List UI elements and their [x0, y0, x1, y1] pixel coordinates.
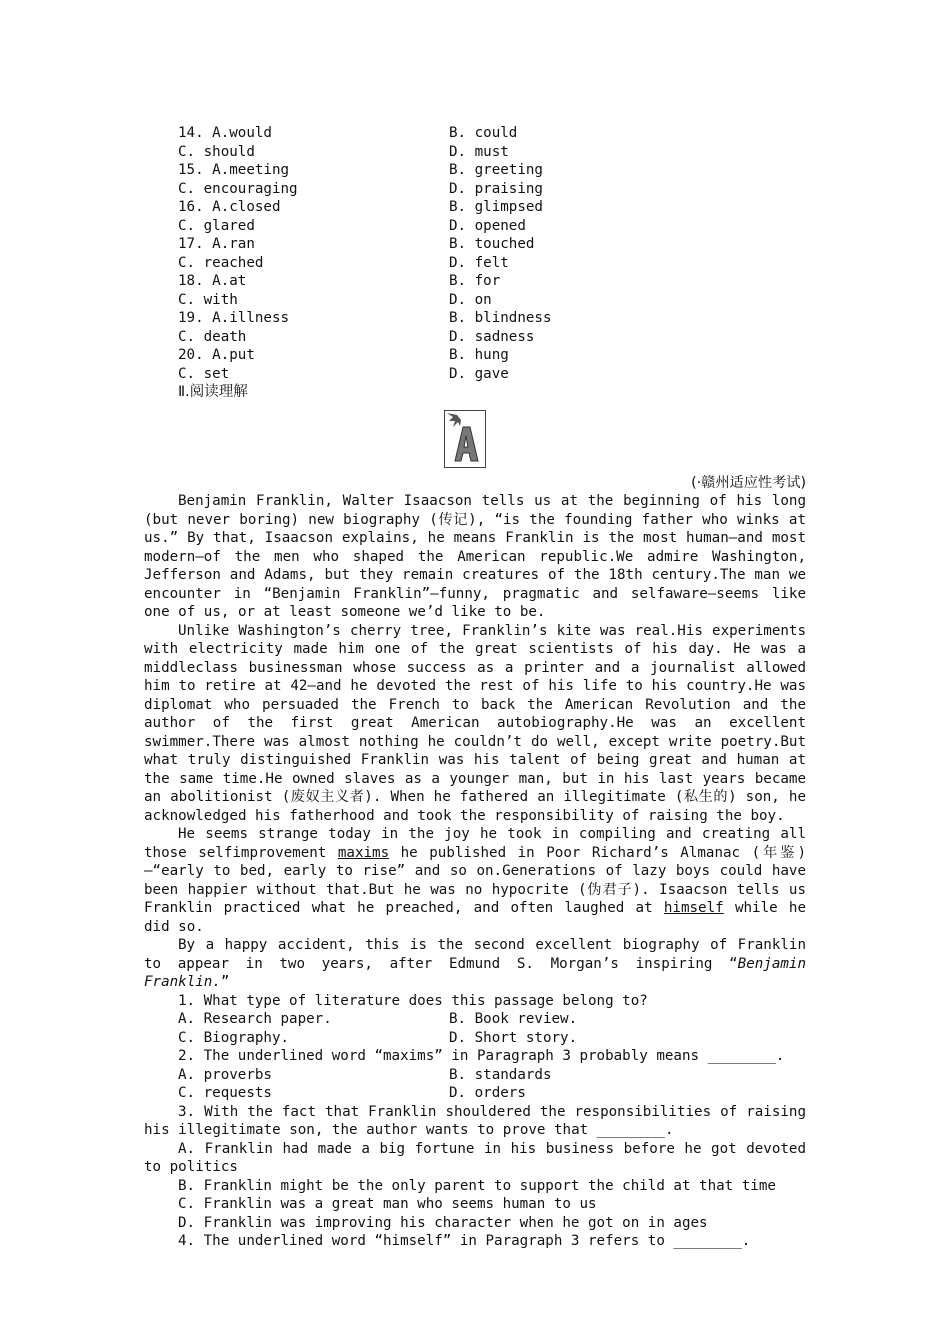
option-a: A. proverbs	[178, 1066, 272, 1083]
source-note: (·赣州适应性考试)	[691, 474, 806, 491]
paragraph-3-text: He seems strange today in the joy he took in compiling and creating all those selfimprovement	[144, 826, 806, 861]
question-1: 1. What type of literature does this passage belong to?	[178, 992, 648, 1009]
paragraph-3	[144, 825, 806, 936]
question-3: 3. With the fact that Franklin shouldered the responsibilities of raising his illegitimate son, the author wants to prove that ________.	[144, 1103, 806, 1138]
option-right: B. for	[449, 273, 501, 289]
option-d: D. Franklin was improving his character when he got on in ages	[178, 1214, 708, 1231]
paragraph-4-text: ”	[220, 974, 230, 990]
question-2-options	[144, 1066, 806, 1103]
paragraph-4-text: By a happy accident, this is the second excellent biography of Franklin to appear in two years, after Edmund S. Morgan’s inspiring “	[144, 937, 806, 972]
option-right: B. greeting	[449, 162, 543, 178]
option-b: B. standards	[449, 1066, 552, 1083]
option-c: C. Biography.	[178, 1029, 290, 1046]
option-left: 15. A.meeting	[178, 162, 290, 178]
option-c: C. Franklin was a great man who seems human to us	[178, 1196, 597, 1212]
option-left: 17. A.ran	[178, 236, 255, 252]
option-c: C. requests	[178, 1085, 272, 1101]
option-left: C. death	[178, 328, 247, 345]
question-2: 2. The underlined word “maxims” in Paragraph 3 probably means ________.	[178, 1048, 785, 1064]
option-d: D. orders	[449, 1085, 526, 1101]
underlined-himself: himself	[663, 900, 724, 916]
option-right: D. praising	[449, 180, 543, 197]
paragraph-1: Benjamin Franklin, Walter Isaacson tells us at the beginning of his long (but never boring) new biography (传记), “is the founding father who winks at us.” By that, Isaacson explains, he means Franklin is the most human—and most modern—of the men who shaped the American republic.We admire Washington, Jefferson and Adams, but they remain creatures of the 18th century.The man we encounter in “Benjamin Franklin”—funny, pragmatic and selfaware—seems like one of us, or at least someone we’d like to be.	[144, 493, 806, 620]
badge-icon	[445, 411, 485, 467]
option-left: C. should	[178, 143, 255, 160]
book-title: Benjamin Franklin.	[144, 955, 806, 990]
option-right: B. glimpsed	[449, 199, 543, 215]
option-left: C. glared	[178, 217, 255, 234]
option-left: 14. A.would	[178, 125, 272, 141]
paragraph-3-text: while he did so.	[144, 900, 806, 935]
option-left: 18. A.at	[178, 273, 247, 289]
option-right: B. touched	[449, 236, 535, 252]
option-left: 19. A.illness	[178, 310, 290, 326]
option-left: 20. A.put	[178, 347, 255, 363]
option-right: B. hung	[449, 347, 509, 363]
option-right: D. opened	[449, 217, 526, 234]
option-left: C. encouraging	[178, 180, 298, 197]
option-left: C. reached	[178, 254, 264, 271]
option-right: D. sadness	[449, 328, 535, 345]
cloze-options	[144, 124, 806, 383]
paragraph-2: Unlike Washington’s cherry tree, Franklin’s kite was real.His experiments with electricity made him one of the great scientists of his day. He was a middleclass businessman whose success as a printer and a journalist allowed him to retire at 42—and he devoted the rest of his life to his country.He was diplomat who persuaded the French to back the American Revolution and the author of the first great American autobiography.He was an excellent swimmer.There was almost nothing he couldn’t do well, except write poetry.But what truly distinguished Franklin was his talent of being great and human at the same time.He owned slaves as a younger man, but in his last years became an abolitionist (废奴主义者). When he fathered an illegitimate (私生的) son, he acknowledged his fatherhood and took the responsibility of raising the boy.	[144, 622, 806, 824]
option-b: B. Book review.	[449, 1011, 578, 1027]
question-4: 4. The underlined word “himself” in Paragraph 3 refers to ________.	[178, 1233, 751, 1249]
option-right: D. on	[449, 291, 492, 308]
underlined-maxims: maxims	[337, 844, 390, 861]
document-page	[144, 124, 806, 1251]
option-right: D. gave	[449, 365, 509, 382]
option-b: B. Franklin might be the only parent to support the child at that time	[178, 1177, 776, 1194]
paragraph-3-text: he published in Poor Richard’s Almanac (年鉴)—“early to bed, early to rise” and so on.Generations of lazy boys could have been happier without that.But he was no hypocrite (伪君子). Isaacson tells us Franklin practiced what he preached, and often laughed at	[144, 844, 806, 916]
option-a: A. Franklin had made a big fortune in his business before he got devoted to politics	[144, 1140, 806, 1175]
option-right: D. felt	[449, 254, 509, 271]
option-d: D. Short story.	[449, 1029, 578, 1046]
question-1-options	[144, 1010, 806, 1047]
option-right: D. must	[449, 143, 509, 160]
paragraph-4	[144, 936, 806, 992]
option-left: C. with	[178, 291, 238, 308]
section-title: Ⅱ.阅读理解	[178, 384, 248, 400]
option-left: 16. A.closed	[178, 199, 281, 215]
option-a: A. Research paper.	[178, 1011, 332, 1027]
option-right: B. could	[449, 125, 518, 141]
option-right: B. blindness	[449, 310, 552, 326]
passage-a-badge	[444, 410, 486, 468]
option-left: C. set	[178, 365, 230, 382]
